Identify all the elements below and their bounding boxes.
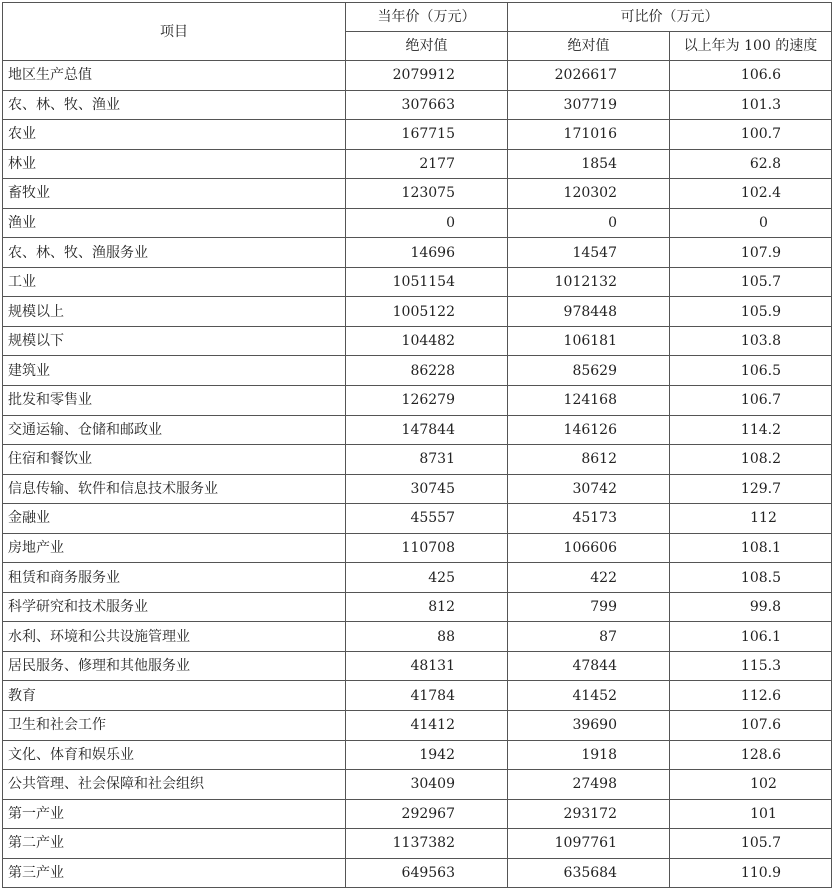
comparable-price-cell: 422: [508, 563, 670, 593]
comparable-price-cell: 14547: [508, 238, 670, 268]
table-row: [3, 504, 832, 534]
growth-speed-cell: 99.8: [670, 592, 832, 622]
table-row: [3, 474, 832, 504]
growth-speed-cell: 110.9: [670, 858, 832, 888]
current-price-cell: 649563: [346, 858, 508, 888]
table-header: [3, 3, 832, 61]
growth-speed-cell: 105.7: [670, 829, 832, 859]
growth-speed-cell: 108.2: [670, 445, 832, 475]
row-name-cell: 第二产业: [3, 829, 346, 859]
table-row: [3, 90, 832, 120]
current-price-cell: 30409: [346, 770, 508, 800]
growth-speed-cell: 105.9: [670, 297, 832, 327]
row-name-cell: 农业: [3, 120, 346, 150]
table-row: [3, 622, 832, 652]
row-name-cell: 批发和零售业: [3, 386, 346, 416]
comparable-price-cell: 120302: [508, 179, 670, 209]
table-row: [3, 356, 832, 386]
current-price-cell: 86228: [346, 356, 508, 386]
header-absolute-value-comparable: 绝对值: [508, 32, 670, 61]
current-price-cell: 425: [346, 563, 508, 593]
comparable-price-cell: 47844: [508, 651, 670, 681]
current-price-cell: 1137382: [346, 829, 508, 859]
table-row: [3, 711, 832, 741]
row-name-cell: 卫生和社会工作: [3, 711, 346, 741]
current-price-cell: 167715: [346, 120, 508, 150]
table-row: [3, 415, 832, 445]
comparable-price-cell: 146126: [508, 415, 670, 445]
comparable-price-cell: 39690: [508, 711, 670, 741]
current-price-cell: 126279: [346, 386, 508, 416]
table-body: [3, 61, 832, 888]
growth-speed-cell: 101.3: [670, 90, 832, 120]
growth-speed-cell: 108.5: [670, 563, 832, 593]
growth-speed-cell: 128.6: [670, 740, 832, 770]
gdp-table: [2, 2, 832, 888]
table-row: [3, 592, 832, 622]
comparable-price-cell: 30742: [508, 474, 670, 504]
comparable-price-cell: 87: [508, 622, 670, 652]
growth-speed-cell: 101: [670, 799, 832, 829]
header-growth-speed: 以上年为 100 的速度: [670, 32, 832, 61]
comparable-price-cell: 1918: [508, 740, 670, 770]
header-item: 项目: [3, 3, 346, 61]
current-price-cell: 1051154: [346, 267, 508, 297]
row-name-cell: 农、林、牧、渔服务业: [3, 238, 346, 268]
table-row: [3, 829, 832, 859]
comparable-price-cell: 2026617: [508, 61, 670, 91]
table-row: [3, 326, 832, 356]
table-row: [3, 445, 832, 475]
row-name-cell: 规模以上: [3, 297, 346, 327]
table-row: [3, 563, 832, 593]
comparable-price-cell: 1012132: [508, 267, 670, 297]
current-price-cell: 104482: [346, 326, 508, 356]
current-price-cell: 2079912: [346, 61, 508, 91]
row-name-cell: 金融业: [3, 504, 346, 534]
current-price-cell: 48131: [346, 651, 508, 681]
growth-speed-cell: 106.1: [670, 622, 832, 652]
current-price-cell: 8731: [346, 445, 508, 475]
table-row: [3, 238, 832, 268]
table-row: [3, 297, 832, 327]
current-price-cell: 123075: [346, 179, 508, 209]
comparable-price-cell: 635684: [508, 858, 670, 888]
growth-speed-cell: 107.9: [670, 238, 832, 268]
comparable-price-cell: 106181: [508, 326, 670, 356]
comparable-price-cell: 1854: [508, 149, 670, 179]
comparable-price-cell: 124168: [508, 386, 670, 416]
row-name-cell: 交通运输、仓储和邮政业: [3, 415, 346, 445]
current-price-cell: 14696: [346, 238, 508, 268]
current-price-cell: 307663: [346, 90, 508, 120]
comparable-price-cell: 8612: [508, 445, 670, 475]
row-name-cell: 第三产业: [3, 858, 346, 888]
comparable-price-cell: 171016: [508, 120, 670, 150]
table-row: [3, 179, 832, 209]
table-row: [3, 120, 832, 150]
row-name-cell: 第一产业: [3, 799, 346, 829]
growth-speed-cell: 129.7: [670, 474, 832, 504]
row-name-cell: 林业: [3, 149, 346, 179]
growth-speed-cell: 115.3: [670, 651, 832, 681]
comparable-price-cell: 978448: [508, 297, 670, 327]
comparable-price-cell: 307719: [508, 90, 670, 120]
current-price-cell: 292967: [346, 799, 508, 829]
table-row: [3, 681, 832, 711]
row-name-cell: 教育: [3, 681, 346, 711]
comparable-price-cell: 799: [508, 592, 670, 622]
growth-speed-cell: 106.7: [670, 386, 832, 416]
row-name-cell: 渔业: [3, 208, 346, 238]
current-price-cell: 45557: [346, 504, 508, 534]
growth-speed-cell: 106.6: [670, 61, 832, 91]
current-price-cell: 1005122: [346, 297, 508, 327]
growth-speed-cell: 106.5: [670, 356, 832, 386]
comparable-price-cell: 45173: [508, 504, 670, 534]
table-row: [3, 858, 832, 888]
comparable-price-cell: 85629: [508, 356, 670, 386]
table-row: [3, 267, 832, 297]
row-name-cell: 公共管理、社会保障和社会组织: [3, 770, 346, 800]
row-name-cell: 信息传输、软件和信息技术服务业: [3, 474, 346, 504]
growth-speed-cell: 105.7: [670, 267, 832, 297]
row-name-cell: 规模以下: [3, 326, 346, 356]
comparable-price-cell: 106606: [508, 533, 670, 563]
comparable-price-cell: 27498: [508, 770, 670, 800]
row-name-cell: 水利、环境和公共设施管理业: [3, 622, 346, 652]
current-price-cell: 110708: [346, 533, 508, 563]
current-price-cell: 2177: [346, 149, 508, 179]
current-price-cell: 812: [346, 592, 508, 622]
growth-speed-cell: 103.8: [670, 326, 832, 356]
row-name-cell: 住宿和餐饮业: [3, 445, 346, 475]
current-price-cell: 41412: [346, 711, 508, 741]
table-row: [3, 799, 832, 829]
row-name-cell: 文化、体育和娱乐业: [3, 740, 346, 770]
comparable-price-cell: 293172: [508, 799, 670, 829]
current-price-cell: 30745: [346, 474, 508, 504]
table-row: [3, 740, 832, 770]
table-row: [3, 533, 832, 563]
growth-speed-cell: 112.6: [670, 681, 832, 711]
table-row: [3, 149, 832, 179]
current-price-cell: 41784: [346, 681, 508, 711]
growth-speed-cell: 107.6: [670, 711, 832, 741]
growth-speed-cell: 108.1: [670, 533, 832, 563]
growth-speed-cell: 102: [670, 770, 832, 800]
growth-speed-cell: 62.8: [670, 149, 832, 179]
current-price-cell: 147844: [346, 415, 508, 445]
growth-speed-cell: 100.7: [670, 120, 832, 150]
header-comparable-price: 可比价（万元）: [508, 3, 832, 32]
row-name-cell: 畜牧业: [3, 179, 346, 209]
comparable-price-cell: 0: [508, 208, 670, 238]
table-row: [3, 386, 832, 416]
growth-speed-cell: 112: [670, 504, 832, 534]
table-row: [3, 208, 832, 238]
row-name-cell: 租赁和商务服务业: [3, 563, 346, 593]
table-row: [3, 61, 832, 91]
current-price-cell: 0: [346, 208, 508, 238]
header-current-price: 当年价（万元）: [346, 3, 508, 32]
table-row: [3, 651, 832, 681]
table-row: [3, 770, 832, 800]
row-name-cell: 地区生产总值: [3, 61, 346, 91]
current-price-cell: 88: [346, 622, 508, 652]
growth-speed-cell: 114.2: [670, 415, 832, 445]
growth-speed-cell: 0: [670, 208, 832, 238]
row-name-cell: 工业: [3, 267, 346, 297]
row-name-cell: 房地产业: [3, 533, 346, 563]
comparable-price-cell: 1097761: [508, 829, 670, 859]
header-absolute-value: 绝对值: [346, 32, 508, 61]
row-name-cell: 科学研究和技术服务业: [3, 592, 346, 622]
row-name-cell: 农、林、牧、渔业: [3, 90, 346, 120]
current-price-cell: 1942: [346, 740, 508, 770]
row-name-cell: 居民服务、修理和其他服务业: [3, 651, 346, 681]
row-name-cell: 建筑业: [3, 356, 346, 386]
growth-speed-cell: 102.4: [670, 179, 832, 209]
comparable-price-cell: 41452: [508, 681, 670, 711]
